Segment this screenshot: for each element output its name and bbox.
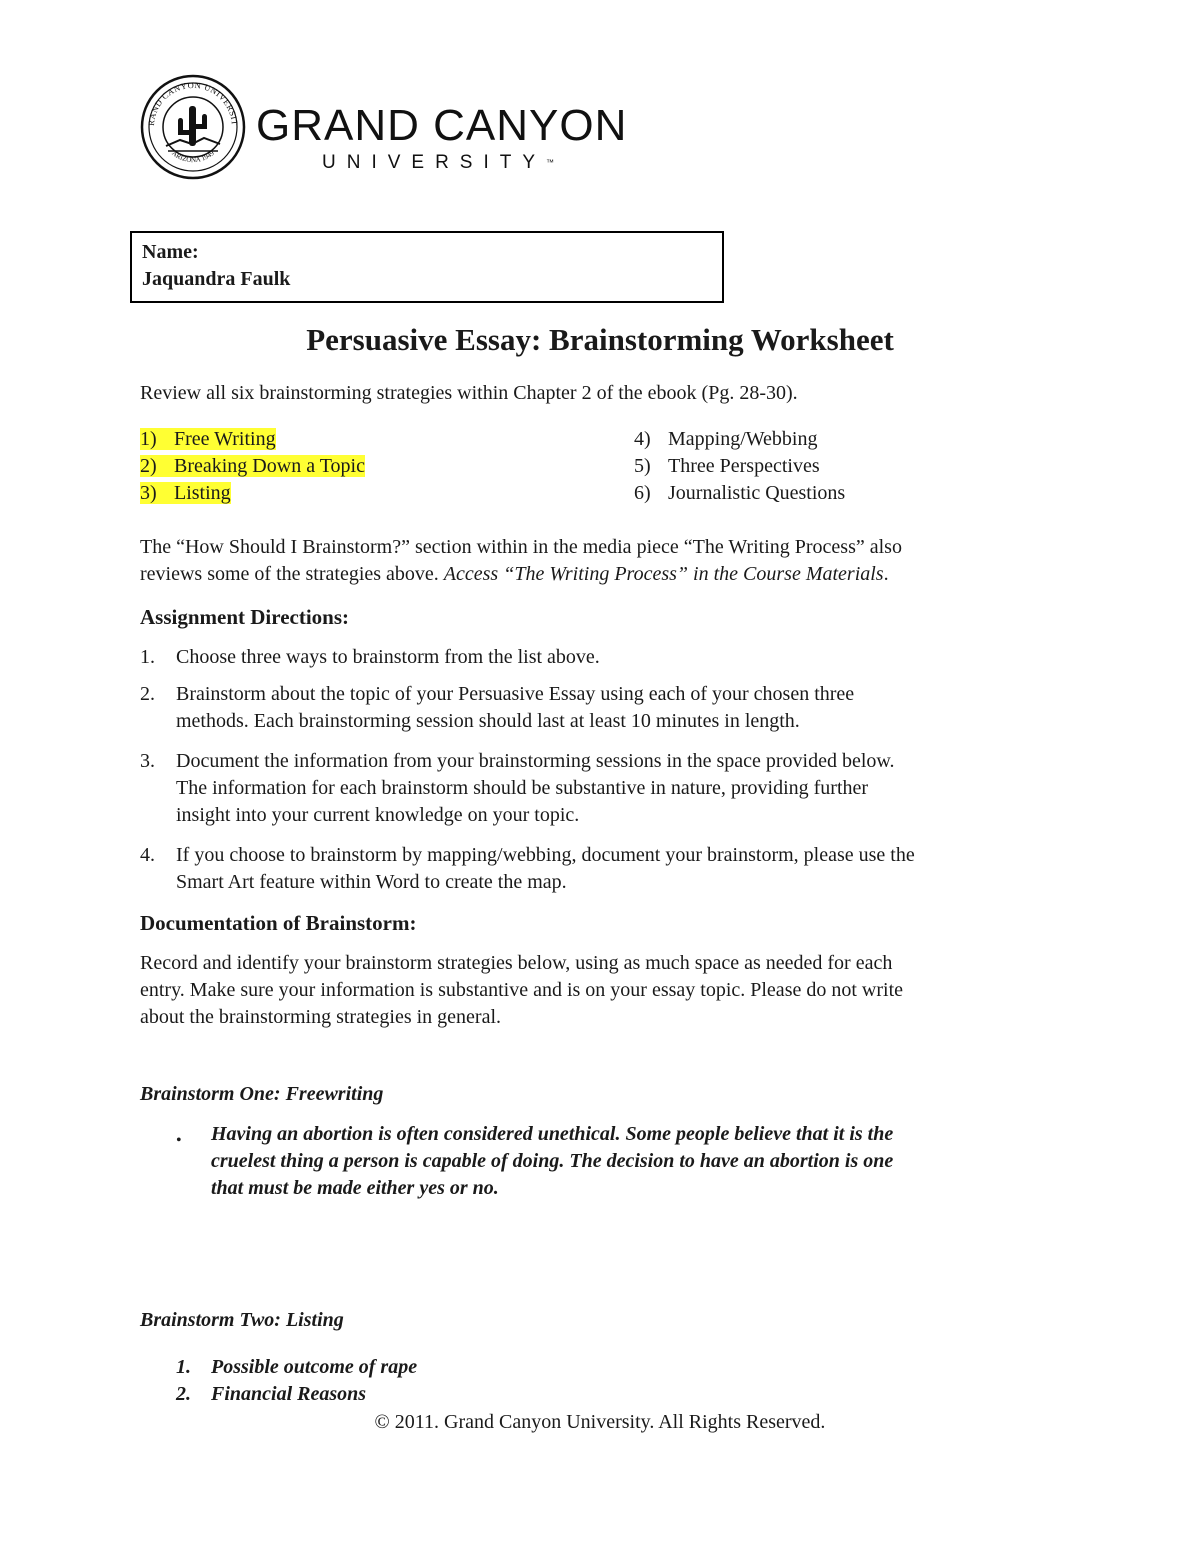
brainstorm-two-heading: Brainstorm Two: Listing [140, 1309, 344, 1331]
direction-number: 2. [140, 683, 155, 705]
media-paragraph-line-1: The “How Should I Brainstorm?” section within in the media piece “The Writing Process” also [140, 536, 902, 558]
direction-text: The information for each brainstorm should be substantive in nature, providing further [176, 777, 869, 799]
strategy-item-6: 6) Journalistic Questions [634, 482, 846, 504]
documentation-text-line: about the brainstorming strategies in general. [140, 1006, 502, 1028]
bullet-icon: • [176, 1132, 182, 1149]
strategy-item-4: 4) Mapping/Webbing [634, 428, 818, 450]
strategy-item-3: 3) Listing [140, 482, 231, 504]
intro-text: Review all six brainstorming strategies within Chapter 2 of the ebook (Pg. 28-30). [140, 382, 798, 404]
direction-text: insight into your current knowledge on your topic. [176, 804, 580, 826]
direction-number: 4. [140, 844, 155, 866]
name-value: Jaquandra Faulk [142, 268, 291, 290]
brainstorm-one-text-line: that must be made either yes or no. [211, 1177, 499, 1199]
assignment-directions-heading: Assignment Directions: [140, 605, 350, 629]
direction-text: If you choose to brainstorm by mapping/webbing, document your brainstorm, please use the [176, 844, 915, 866]
documentation-heading: Documentation of Brainstorm: [140, 911, 417, 935]
logo-wordmark-grand-canyon: GRAND CANYON [256, 101, 628, 150]
direction-text: Brainstorm about the topic of your Persuasive Essay using each of your chosen three [176, 683, 855, 705]
name-label: Name: [142, 241, 199, 263]
direction-number: 3. [140, 750, 155, 772]
list-item-number: 2. [176, 1383, 191, 1405]
direction-text: Document the information from your brainstorming sessions in the space provided below. [176, 750, 895, 772]
brainstorm-one-text-line: cruelest thing a person is capable of doing. The decision to have an abortion is one [211, 1150, 894, 1172]
direction-text: methods. Each brainstorming session should last at least 10 minutes in length. [176, 710, 800, 732]
direction-text: Choose three ways to brainstorm from the list above. [176, 646, 600, 668]
list-item: Possible outcome of rape [211, 1356, 418, 1378]
list-item-number: 1. [176, 1356, 191, 1378]
copyright-footer: © 2011. Grand Canyon University. All Rights Reserved. [374, 1411, 826, 1433]
strategy-item-2: 2) Breaking Down a Topic [140, 455, 365, 477]
svg-text:GRAND CANYON UNIVERSITY: RAND CANYON UNIVERSIT [145, 79, 241, 127]
documentation-text-line: Record and identify your brainstorm strategies below, using as much space as needed for each [140, 952, 893, 974]
direction-number: 1. [140, 646, 155, 668]
university-seal-logo [140, 74, 246, 180]
media-paragraph-line-2: reviews some of the strategies above. Access “The Writing Process” in the Course Materials. [140, 563, 889, 585]
brainstorm-one-text-line: Having an abortion is often considered unethical. Some people believe that it is the [211, 1123, 894, 1145]
svg-text:ARIZONA 1949: ARIZONA 1949 [170, 149, 216, 165]
direction-text: Smart Art feature within Word to create the map. [176, 871, 567, 893]
name-box [130, 231, 724, 303]
list-item: Financial Reasons [211, 1383, 367, 1405]
strategy-item-5: 5) Three Perspectives [634, 455, 820, 477]
brainstorm-one-heading: Brainstorm One: Freewriting [140, 1083, 384, 1105]
page-title: Persuasive Essay: Brainstorming Worksheet [306, 322, 894, 357]
documentation-text-line: entry. Make sure your information is substantive and is on your essay topic. Please do not write [140, 979, 903, 1001]
logo-wordmark-university: UNIVERSITY™ [322, 152, 555, 173]
strategy-item-1: 1) Free Writing [140, 428, 276, 450]
